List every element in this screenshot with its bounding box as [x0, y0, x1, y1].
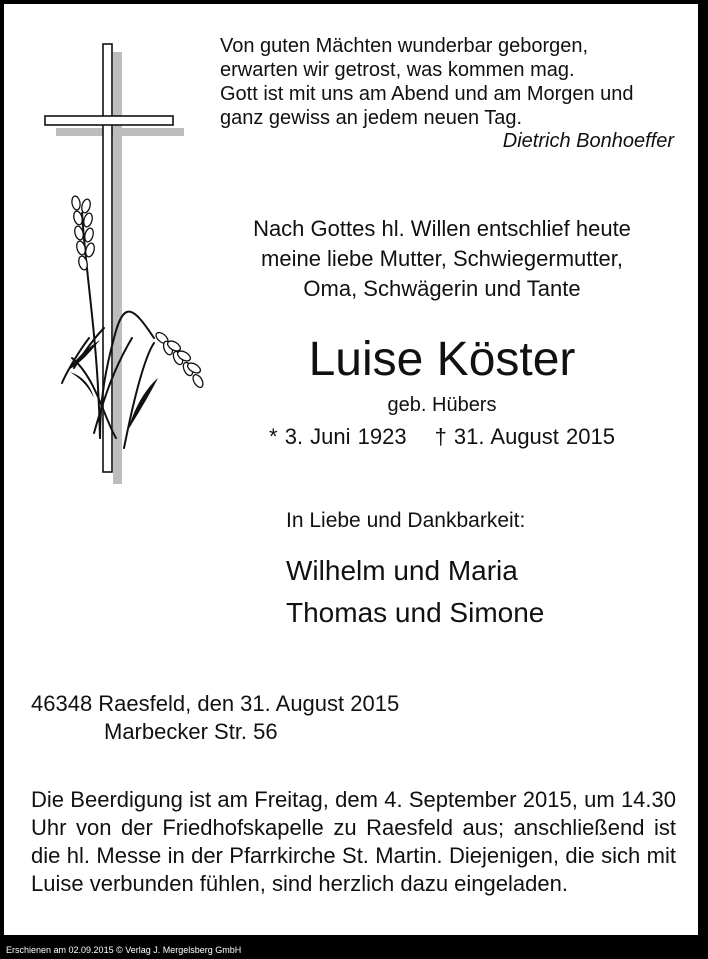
place-date: 46348 Raesfeld, den 31. August 2015 [31, 691, 400, 716]
deceased-name: Luise Köster [308, 333, 576, 386]
address-block [31, 690, 399, 746]
mourner-name: Wilhelm und Maria [286, 555, 518, 586]
birth-date: * 3. Juni 1923 [269, 424, 407, 449]
quote-line: ganz gewiss an jedem neuen Tag. [220, 107, 523, 129]
quote-block [220, 34, 634, 130]
life-dates [202, 424, 682, 450]
obituary-notice [4, 4, 698, 935]
cross-with-wheat-icon [34, 38, 214, 488]
quote-line: erwarten wir getrost, was kommen mag. [220, 59, 575, 81]
death-date: † 31. August 2015 [434, 424, 615, 449]
mourners-intro: In Liebe und Dankbarkeit: [286, 509, 526, 532]
intro-line: Oma, Schwägerin und Tante [303, 276, 581, 301]
intro-line: Nach Gottes hl. Willen entschlief heute [253, 216, 631, 241]
mourners-list [286, 550, 544, 634]
publication-footer: Erschienen am 02.09.2015 © Verlag J. Mergelsberg GmbH [6, 945, 242, 955]
street-address: Marbecker Str. 56 [104, 719, 278, 744]
intro-text [202, 214, 682, 304]
intro-line: meine liebe Mutter, Schwiegermutter, [261, 246, 623, 271]
birth-name: geb. Hübers [387, 394, 497, 416]
quote-line: Von guten Mächten wunderbar geborgen, [220, 35, 589, 57]
mourner-name: Thomas und Simone [286, 597, 545, 628]
funeral-info: Die Beerdigung ist am Freitag, dem 4. September 2015, um 14.30 Uhr von der Friedhofskapelle zu Raesfeld aus; anschließend ist die hl. Messe in der Pfarrkirche St. Martin. Diejenigen, die sich mit Luise verbunden fühlen, sind herzlich dazu eingeladen. [31, 787, 676, 896]
quote-line: Gott ist mit uns am Abend und am Morgen und [220, 83, 634, 105]
quote-author: Dietrich Bonhoeffer [502, 130, 674, 152]
